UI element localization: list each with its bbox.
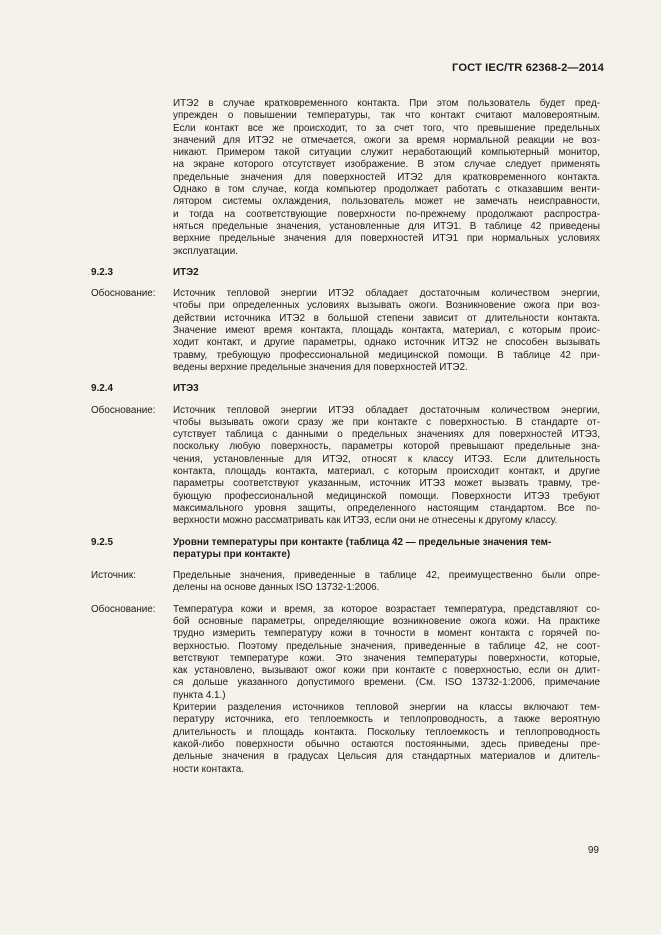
title-line: Уровни температуры при контакте (таблица 42 — предельные значения тем- [173,536,552,548]
section-number: 9.2.3 [91,266,113,278]
text-line: Источник тепловой энергии ИТЭ2 обладает достаточным количеством энергии, [173,288,600,300]
text-line: няться предельные значения, установленные для ИТЭ1. В таблице 42 приведены [173,220,600,232]
text-line: никают. Примером такой ситуации служит неработающий компьютерный монитор, [173,147,600,159]
text-line: травму, требующую профессиональной медицинской помощи. В таблице 42 при- [173,349,600,361]
text-line: пункта 4.1.) [173,689,226,701]
section-9-2-5-heading [91,537,600,562]
source-text [173,570,600,595]
text-line: верхностью. Поэтому предельные значения, приведенные в таблице 42, не соот- [173,640,600,652]
section-title: ИТЭ2 [173,266,199,278]
text-line: ИТЭ2 в случае кратковременного контакта. При этом пользователь будет пред- [173,98,600,109]
text-line: эксплуатации. [173,245,238,257]
text-line: трудно измерить температуру кожи в точности в момент контакта с горячей по- [173,628,600,640]
text-line: на экране которого отсутствует изображение. В этом случае следует применять [173,159,600,171]
text-line: какой-либо поверхности обычно остаются постоянными, здесь приведены пре- [173,738,600,750]
text-line: ся дольше указанного допустимого времени. (См. ISO 13732-1:2006, примечание [173,677,600,689]
section-9-2-3-rationale [91,288,600,374]
text-line: Если контакт все же происходит, то за счет того, что превышение предельных [173,122,600,134]
section-number: 9.2.4 [91,383,113,395]
text-line: поскольку любую поверхность, параметры которой превышают предельные зна- [173,441,600,453]
rationale-label: Обоснование: [91,404,156,416]
rationale-label: Обоснование: [91,288,156,300]
section-9-2-5-rationale [91,604,600,776]
text-line: делены на основе данных ISO 13732-1:2006. [173,582,380,594]
text-line: лятором системы охлаждения, пользователь может не замечать неисправности, [173,196,600,208]
page-content [91,98,600,776]
source-label: Источник: [91,570,136,582]
text-line: контакта, площадь контакта, материал, с которым происходит контакт, и другие [173,466,600,478]
text-line: Значение имеют время контакта, площадь контакта, материал, с которым проис- [173,325,600,337]
document-id-header: ГОСТ IEC/TR 62368-2—2014 [452,62,604,74]
text-line: длительность и площадь контакта. Поскольку теплоемкость и теплопроводность [173,726,600,738]
section-title: ИТЭ3 [173,383,199,395]
section-9-2-4-rationale [91,405,600,528]
page-number: 99 [587,845,599,856]
text-line: Температура кожи и время, за которое возрастает температура, представляют со- [173,603,600,615]
section-9-2-4-heading [91,383,600,395]
text-line: ветствуют температуре кожи. Это значения температуры поверхности, которые, [173,652,600,664]
rationale-text [173,604,600,776]
rationale-label: Обоснование: [91,603,156,615]
text-line: Критерии разделения источников тепловой энергии на классы включают тем- [173,702,600,714]
rationale-text [173,288,600,374]
text-line: упрежден о повышении температуры, так что контакт считают маловероятным. [173,110,600,122]
section-title [173,537,600,562]
text-line: чения, установленные для ИТЭ2, относят к классу ИТЭ3. Если длительность [173,453,600,465]
text-line: верхние предельные значения для поверхностей ИТЭ1 при нормальных условиях [173,233,600,245]
text-line: Однако в том случае, когда компьютер продолжает работать с отказавшим венти- [173,184,600,196]
text-line: действии источника ИТЭ2 в большой степени зависит от длительности контакта. [173,312,600,324]
text-line: бующую профессиональной медицинской помощи. Поверхности ИТЭ3 требуют [173,490,600,502]
text-line: верхности можно рассматривать как ИТЭ3, если они не отнесены к другому классу. [173,515,558,527]
text-line: чтобы при определенных условиях вызывать ожоги. Возникновение ожога при воз- [173,300,600,312]
text-line: и тогда на соответствующие поверхности по-прежнему продолжают распростра- [173,208,600,220]
intro-paragraph [173,98,600,258]
text-line: предельные значения для поверхностей ИТЭ2 для кратковременного контакта. [173,171,600,183]
text-line: бой основные параметры, определяющие возникновение ожога кожи. На практике [173,615,600,627]
text-line: пературу источника, его теплоемкость и теплопроводность, а также вероятную [173,714,600,726]
section-9-2-3-heading [91,267,600,279]
text-line: как установлено, вызывают ожог кожи при контакте с поверхностью, если он длит- [173,665,600,677]
text-line: ведены верхние предельные значения для поверхностей ИТЭ2. [173,361,468,373]
section-9-2-5-source [91,570,600,595]
text-line: сутствует таблица с данными о предельных значениях для поверхностей ИТЭ3, [173,429,600,441]
text-line: ходит контакт, и другие параметры, однако источник ИТЭ2 не способен вызывать [173,337,600,349]
text-line: значений для ИТЭ2 не отмечается, ожоги за время нормальной реакции не воз- [173,134,600,146]
section-number: 9.2.5 [91,536,113,548]
text-line: максимального уровня защиты, определенного настоящим стандартом. Все по- [173,502,600,514]
text-line: параметры соответствуют указанным, источник ИТЭ3 может вызвать травму, тре- [173,478,600,490]
rationale-text [173,405,600,528]
text-line: чтобы вызывать ожоги сразу же при контакте с поверхностью. В стандарте от- [173,416,600,428]
title-line: пературы при контакте) [173,548,291,560]
text-line: Предельные значения, приведенные в таблице 42, преимущественно были опре- [173,570,600,582]
text-line: ности контакта. [173,763,245,775]
text-line: дельные значения в градусах Цельсия для стандартных материалов и длитель- [173,751,600,763]
text-line: Источник тепловой энергии ИТЭ3 обладает достаточным количеством энергии, [173,404,600,416]
